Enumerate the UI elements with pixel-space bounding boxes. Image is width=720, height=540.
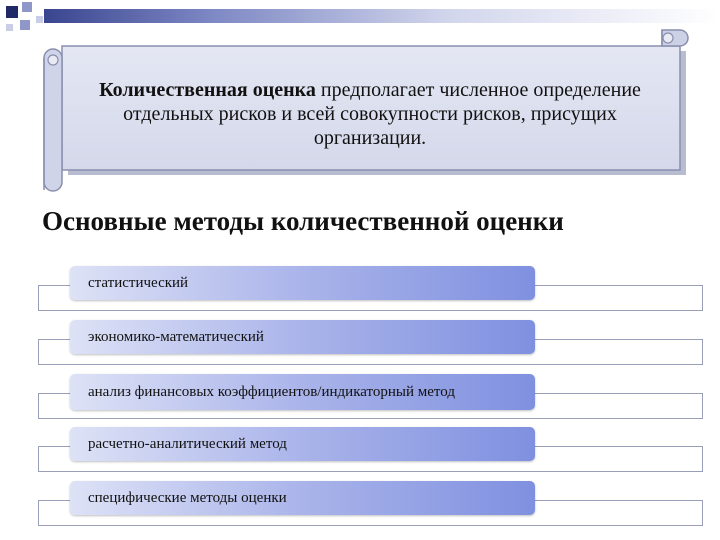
- method-item-statistical: [70, 266, 535, 300]
- method-item-financial-ratios: [70, 374, 535, 410]
- method-label: экономико-математический: [88, 329, 264, 345]
- method-item-calculation-analytical: [70, 427, 535, 461]
- scroll-definition-text: [90, 78, 650, 150]
- method-label: специфические методы оценки: [88, 490, 287, 506]
- page-title: Основные методы количественной оценки: [42, 206, 564, 236]
- method-item-economic-mathematical: [70, 320, 535, 354]
- method-item-specific-methods: [70, 481, 535, 515]
- definition-body: предполагает численное определение отдельных рисков и всей совокупности рисков, присущих организации.: [123, 79, 641, 149]
- method-label: расчетно-аналитический метод: [88, 436, 287, 452]
- definition-term: Количественная оценка: [99, 79, 316, 101]
- method-label: анализ финансовых коэффициентов/индикаторный метод: [88, 384, 455, 400]
- method-label: статистический: [88, 275, 189, 291]
